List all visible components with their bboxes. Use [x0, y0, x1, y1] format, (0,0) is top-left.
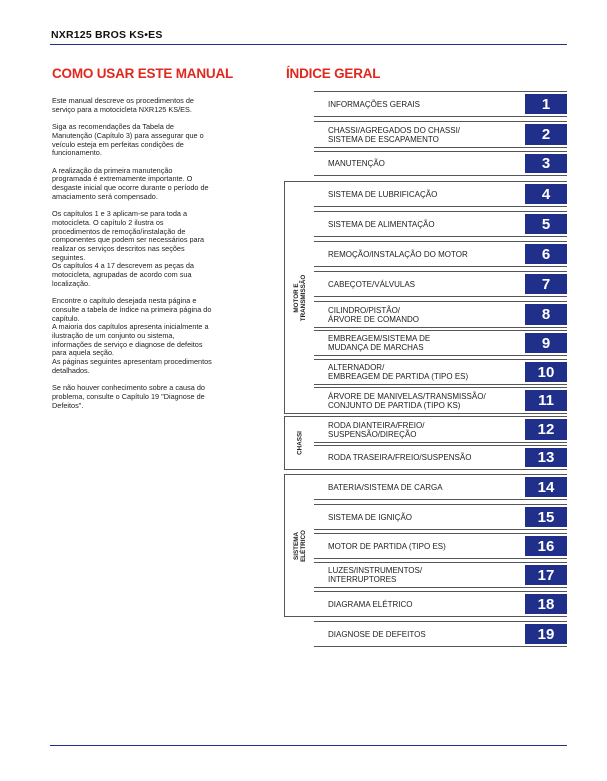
chapter-number: 6 [525, 244, 567, 264]
intro-paragraph: Encontre o capítulo desejada nesta página e consulte a tabela de índice na primeira página do capítulo. A maioria dos capítulos apresenta inicialmente a ilustração de um conjunto ou sistema, informações de serviço e diagnose de defeitos para aquela seção. As páginas seguintes apresentam procedimentos detalhados. [52, 296, 212, 375]
chapter-label: DIAGNOSE DE DEFEITOS [328, 629, 426, 639]
header-rule [50, 44, 567, 45]
chapter-row[interactable] [314, 416, 567, 443]
chapter-number: 19 [525, 624, 567, 644]
chapter-row[interactable] [314, 359, 567, 385]
chapter-label: EMBREAGEM/SISTEMA DE MUDANÇA DE MARCHAS [328, 334, 431, 352]
chapter-label: MANUTENÇÃO [328, 159, 385, 168]
chapter-number: 11 [525, 390, 567, 411]
chapter-row[interactable] [314, 91, 567, 117]
chapter-row[interactable] [314, 445, 567, 470]
chapter-label: SISTEMA DE IGNIÇÃO [328, 512, 413, 522]
intro-paragraph: Os capítulos 1 e 3 aplicam-se para toda a motocicleta. O capítulo 2 ilustra os procedimentos de remoção/instalação de componentes que podem ser necessários para realizar os serviços descritos nas seções seguintes. Os capítulos 4 a 17 descrevem as peças da motocicleta, agrupadas de acordo com sua localização. [52, 209, 205, 288]
chapter-number: 4 [525, 184, 567, 204]
footer-rule [50, 745, 567, 746]
group-label: SISTEMA ELÉTRICO [292, 529, 307, 562]
chapter-label: CHASSI/AGREGADOS DO CHASSI/ SISTEMA DE ESCAPAMENTO [328, 125, 461, 144]
chapter-number: 13 [525, 448, 567, 467]
chapter-row[interactable] [314, 504, 567, 530]
chapter-number: 2 [525, 124, 567, 145]
chapter-label: REMOÇÃO/INSTALAÇÃO DO MOTOR [328, 249, 468, 259]
intro-paragraph: Siga as recomendações da Tabela de Manutenção (Capítulo 3) para assegurar que o veículo esteja em perfeitas condições de funcionamento. [52, 122, 204, 158]
chapter-number: 16 [525, 536, 567, 556]
intro-paragraph: Se não houver conhecimento sobre a causa do problema, consulte o Capítulo 19 "Diagnose de Defeitos". [52, 383, 205, 410]
chapter-label: LUZES/INSTRUMENTOS/ INTERRUPTORES [328, 566, 423, 584]
chapter-label: MOTOR DE PARTIDA (TIPO ES) [328, 541, 446, 551]
group-label: MOTOR E TRANSMISSÃO [292, 274, 307, 321]
chapter-row[interactable] [314, 621, 567, 647]
chapter-row[interactable] [314, 562, 567, 588]
chapter-label: INFORMAÇÕES GERAIS [328, 99, 421, 109]
chapter-label: ALTERNADOR/ EMBREAGEM DE PARTIDA (TIPO ES) [328, 363, 469, 381]
chapter-number: 1 [525, 94, 567, 114]
chapter-row[interactable] [314, 151, 567, 176]
chapter-label: BATERIA/SISTEMA DE CARGA [328, 482, 443, 492]
group-sistema-eletrico [284, 474, 314, 617]
chapter-row[interactable] [314, 241, 567, 267]
chapter-label: RODA TRASEIRA/FREIO/SUSPENSÃO [328, 453, 472, 462]
chapter-number: 18 [525, 594, 567, 614]
chapter-number: 12 [525, 419, 567, 440]
chapter-number: 8 [525, 304, 567, 325]
chapter-row[interactable] [314, 181, 567, 207]
chapter-number: 7 [525, 274, 567, 294]
chapter-row[interactable] [314, 533, 567, 559]
chapter-label: SISTEMA DE ALIMENTAÇÃO [328, 219, 435, 229]
chapter-number: 17 [525, 565, 567, 585]
chapter-row[interactable] [314, 271, 567, 297]
intro-text [52, 97, 270, 419]
chapter-row[interactable] [314, 330, 567, 356]
chapter-label: CILINDRO/PISTÃO/ ÁRVORE DE COMANDO [328, 305, 419, 324]
group-motor-transmissao [284, 181, 314, 414]
chapter-number: 3 [525, 154, 567, 173]
chapter-label: RODA DIANTEIRA/FREIO/ SUSPENSÃO/DIREÇÃO [328, 420, 425, 439]
chapter-label: CABEÇOTE/VÁLVULAS [328, 279, 415, 289]
chapter-number: 10 [525, 362, 567, 382]
group-label: CHASSI [296, 431, 303, 455]
chapter-number: 5 [525, 214, 567, 234]
chapter-row[interactable] [314, 301, 567, 328]
chapter-row[interactable] [314, 474, 567, 500]
document-header-title: NXR125 BROS KS•ES [51, 29, 163, 41]
chapter-row[interactable] [314, 387, 567, 414]
general-index-title: ÍNDICE GERAL [286, 66, 381, 81]
chapter-label: DIAGRAMA ELÉTRICO [328, 599, 413, 609]
chapter-number: 14 [525, 477, 567, 497]
intro-paragraph: Este manual descreve os procedimentos de serviço para a motocicleta NXR125 KS/ES. [52, 96, 194, 114]
chapter-row[interactable] [314, 211, 567, 237]
chapter-row[interactable] [314, 591, 567, 617]
group-chassi [284, 416, 314, 470]
chapter-row[interactable] [314, 121, 567, 148]
chapter-number: 15 [525, 507, 567, 527]
how-to-use-title: COMO USAR ESTE MANUAL [52, 66, 234, 81]
chapter-number: 9 [525, 333, 567, 353]
chapter-label: ÁRVORE DE MANIVELAS/TRANSMISSÃO/ CONJUNTO DE PARTIDA (TIPO KS) [328, 391, 486, 410]
chapter-label: SISTEMA DE LUBRIFICAÇÃO [328, 189, 438, 199]
intro-paragraph: A realização da primeira manutenção programada é extremamente importante. O desgaste inicial que ocorre durante o período de amaciamento será compensado. [52, 165, 209, 201]
